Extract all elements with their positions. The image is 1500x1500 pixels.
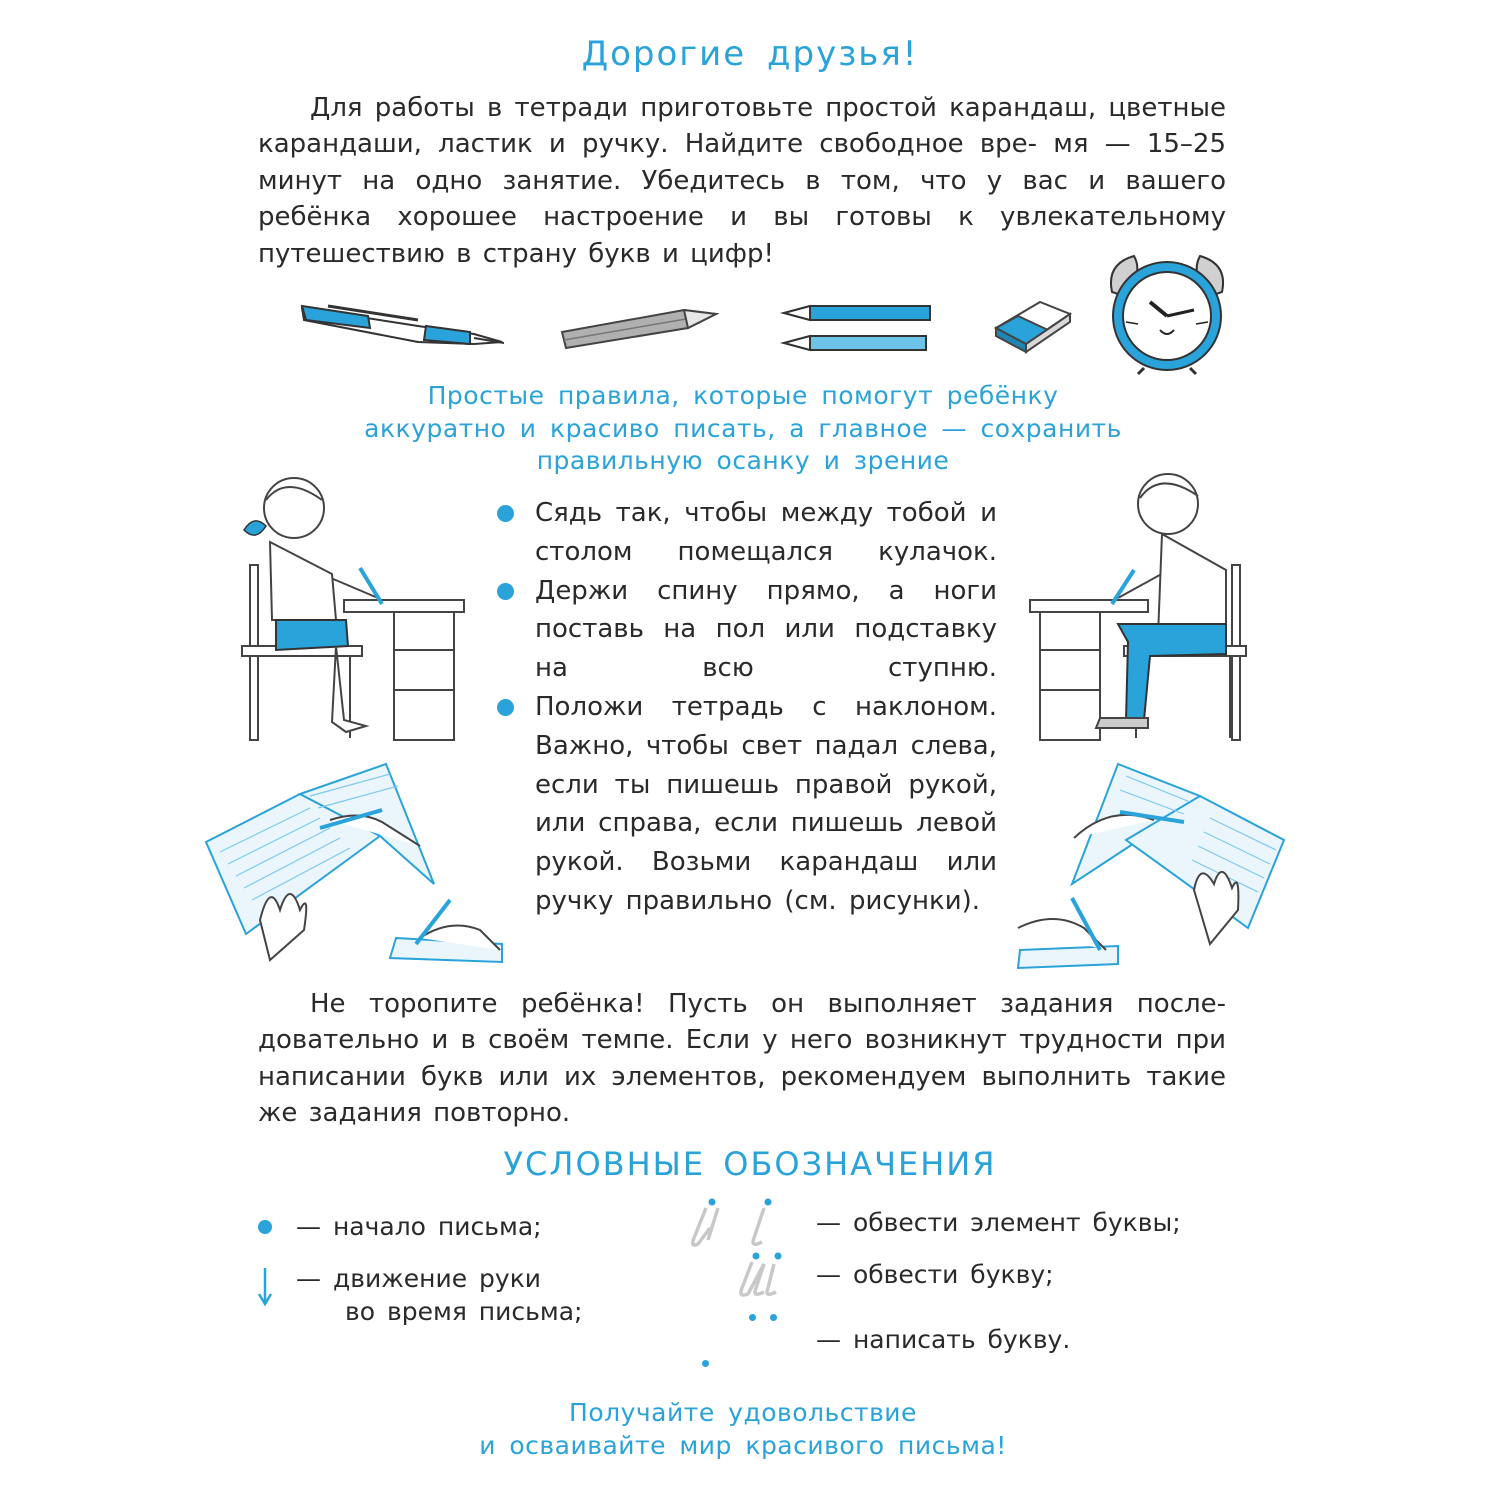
- rule-item: [497, 688, 997, 921]
- trace-element-sample-icon: [680, 1194, 790, 1252]
- rules-heading-line: Простые правила, которые помогут ребёнку: [427, 381, 1059, 410]
- rule-text: Положи тетрадь с наклоном. Важно, чтобы свет падал слева, если ты пишешь правой рукой, или справа, если пишешь левой рукой. Возьми карандаш или ручку правильно (см. рисунки).: [535, 691, 997, 916]
- intro-line: цветные карандаши, ластик и ручку. Найдите свободное вре-: [258, 93, 1226, 160]
- rules-list: [497, 494, 997, 921]
- intro-line: мя — 15–25 минут на одно занятие. Убедитесь в том, что: [258, 129, 1227, 196]
- advice-line: довательно и в своём темпе. Если у него возникнут трудности: [258, 1025, 1164, 1056]
- rules-heading-line: правильную осанку и зрение: [536, 446, 950, 475]
- rules-heading-line: аккуратно и красиво писать, а главное — сохранить: [364, 413, 1122, 443]
- write-letter-dot-icon: [749, 1314, 756, 1321]
- eraser-icon: [990, 294, 1074, 356]
- bullet-dot-icon: [497, 583, 514, 600]
- bullet-dot-icon: [497, 699, 514, 716]
- advice-paragraph: [258, 986, 1226, 1132]
- bullet-dot-icon: [497, 505, 514, 522]
- closing-line-1: Получайте удовольствие: [569, 1398, 917, 1427]
- rule-text: Сядь так, чтобы между тобой и столом помещался кулачок.: [535, 498, 997, 567]
- closing-message: [0, 1396, 1486, 1462]
- rule-item: [497, 494, 997, 572]
- legend-start: — начало письма;: [296, 1212, 542, 1241]
- rules-heading: [0, 380, 1486, 478]
- rule-item: [497, 572, 997, 688]
- write-letter-dot-icon: [702, 1360, 709, 1367]
- legend-write-letter: — написать букву.: [816, 1325, 1071, 1354]
- write-letter-dot-icon: [770, 1314, 777, 1321]
- intro-line: Для работы в тетради приготовьте простой карандаш,: [310, 93, 1097, 123]
- legend-motion-line2: во время письма;: [345, 1297, 583, 1326]
- alarm-clock-icon: [1104, 244, 1230, 374]
- advice-line: такие же задания повторно.: [258, 1061, 1226, 1129]
- start-dot-icon: [258, 1220, 272, 1234]
- rule-text: Держи спину прямо, а ноги поставь на пол или подставку на всю ступню.: [535, 575, 997, 684]
- legend-trace-element: — обвести элемент буквы;: [816, 1208, 1181, 1237]
- intro-paragraph: [258, 90, 1226, 272]
- legend-motion-line1: — движение руки: [296, 1264, 542, 1293]
- advice-line: при написании букв или их элементов, рекомендуем выполнить: [258, 1025, 1227, 1092]
- pen-icon: [298, 298, 508, 350]
- closing-line-2: и осваивайте мир красивого письма!: [479, 1431, 1007, 1460]
- pencil-icon: [556, 304, 718, 352]
- girl-at-desk-illustration: [236, 470, 468, 742]
- page-title: Дорогие друзья!: [581, 34, 919, 74]
- colored-pencils-icon: [780, 300, 936, 358]
- advice-line: Не торопите ребёнка! Пусть он выполняет задания после-: [310, 989, 1226, 1019]
- notebook-right-hand-illustration: [200, 760, 506, 972]
- boy-at-desk-illustration: [1030, 470, 1252, 742]
- intro-line: у вас и вашего ребёнка хорошее настроение и вы готовы: [258, 165, 1227, 233]
- legend-heading: УСЛОВНЫЕ ОБОЗНАЧЕНИЯ: [503, 1145, 997, 1183]
- legend-trace-letter: — обвести букву;: [816, 1260, 1054, 1289]
- down-arrow-icon: [256, 1266, 274, 1306]
- intro-line: к увлекательному путешествию в страну букв и цифр!: [258, 202, 1227, 269]
- notebook-left-hand-illustration: [1014, 760, 1288, 972]
- trace-letter-sample-icon: [730, 1248, 794, 1300]
